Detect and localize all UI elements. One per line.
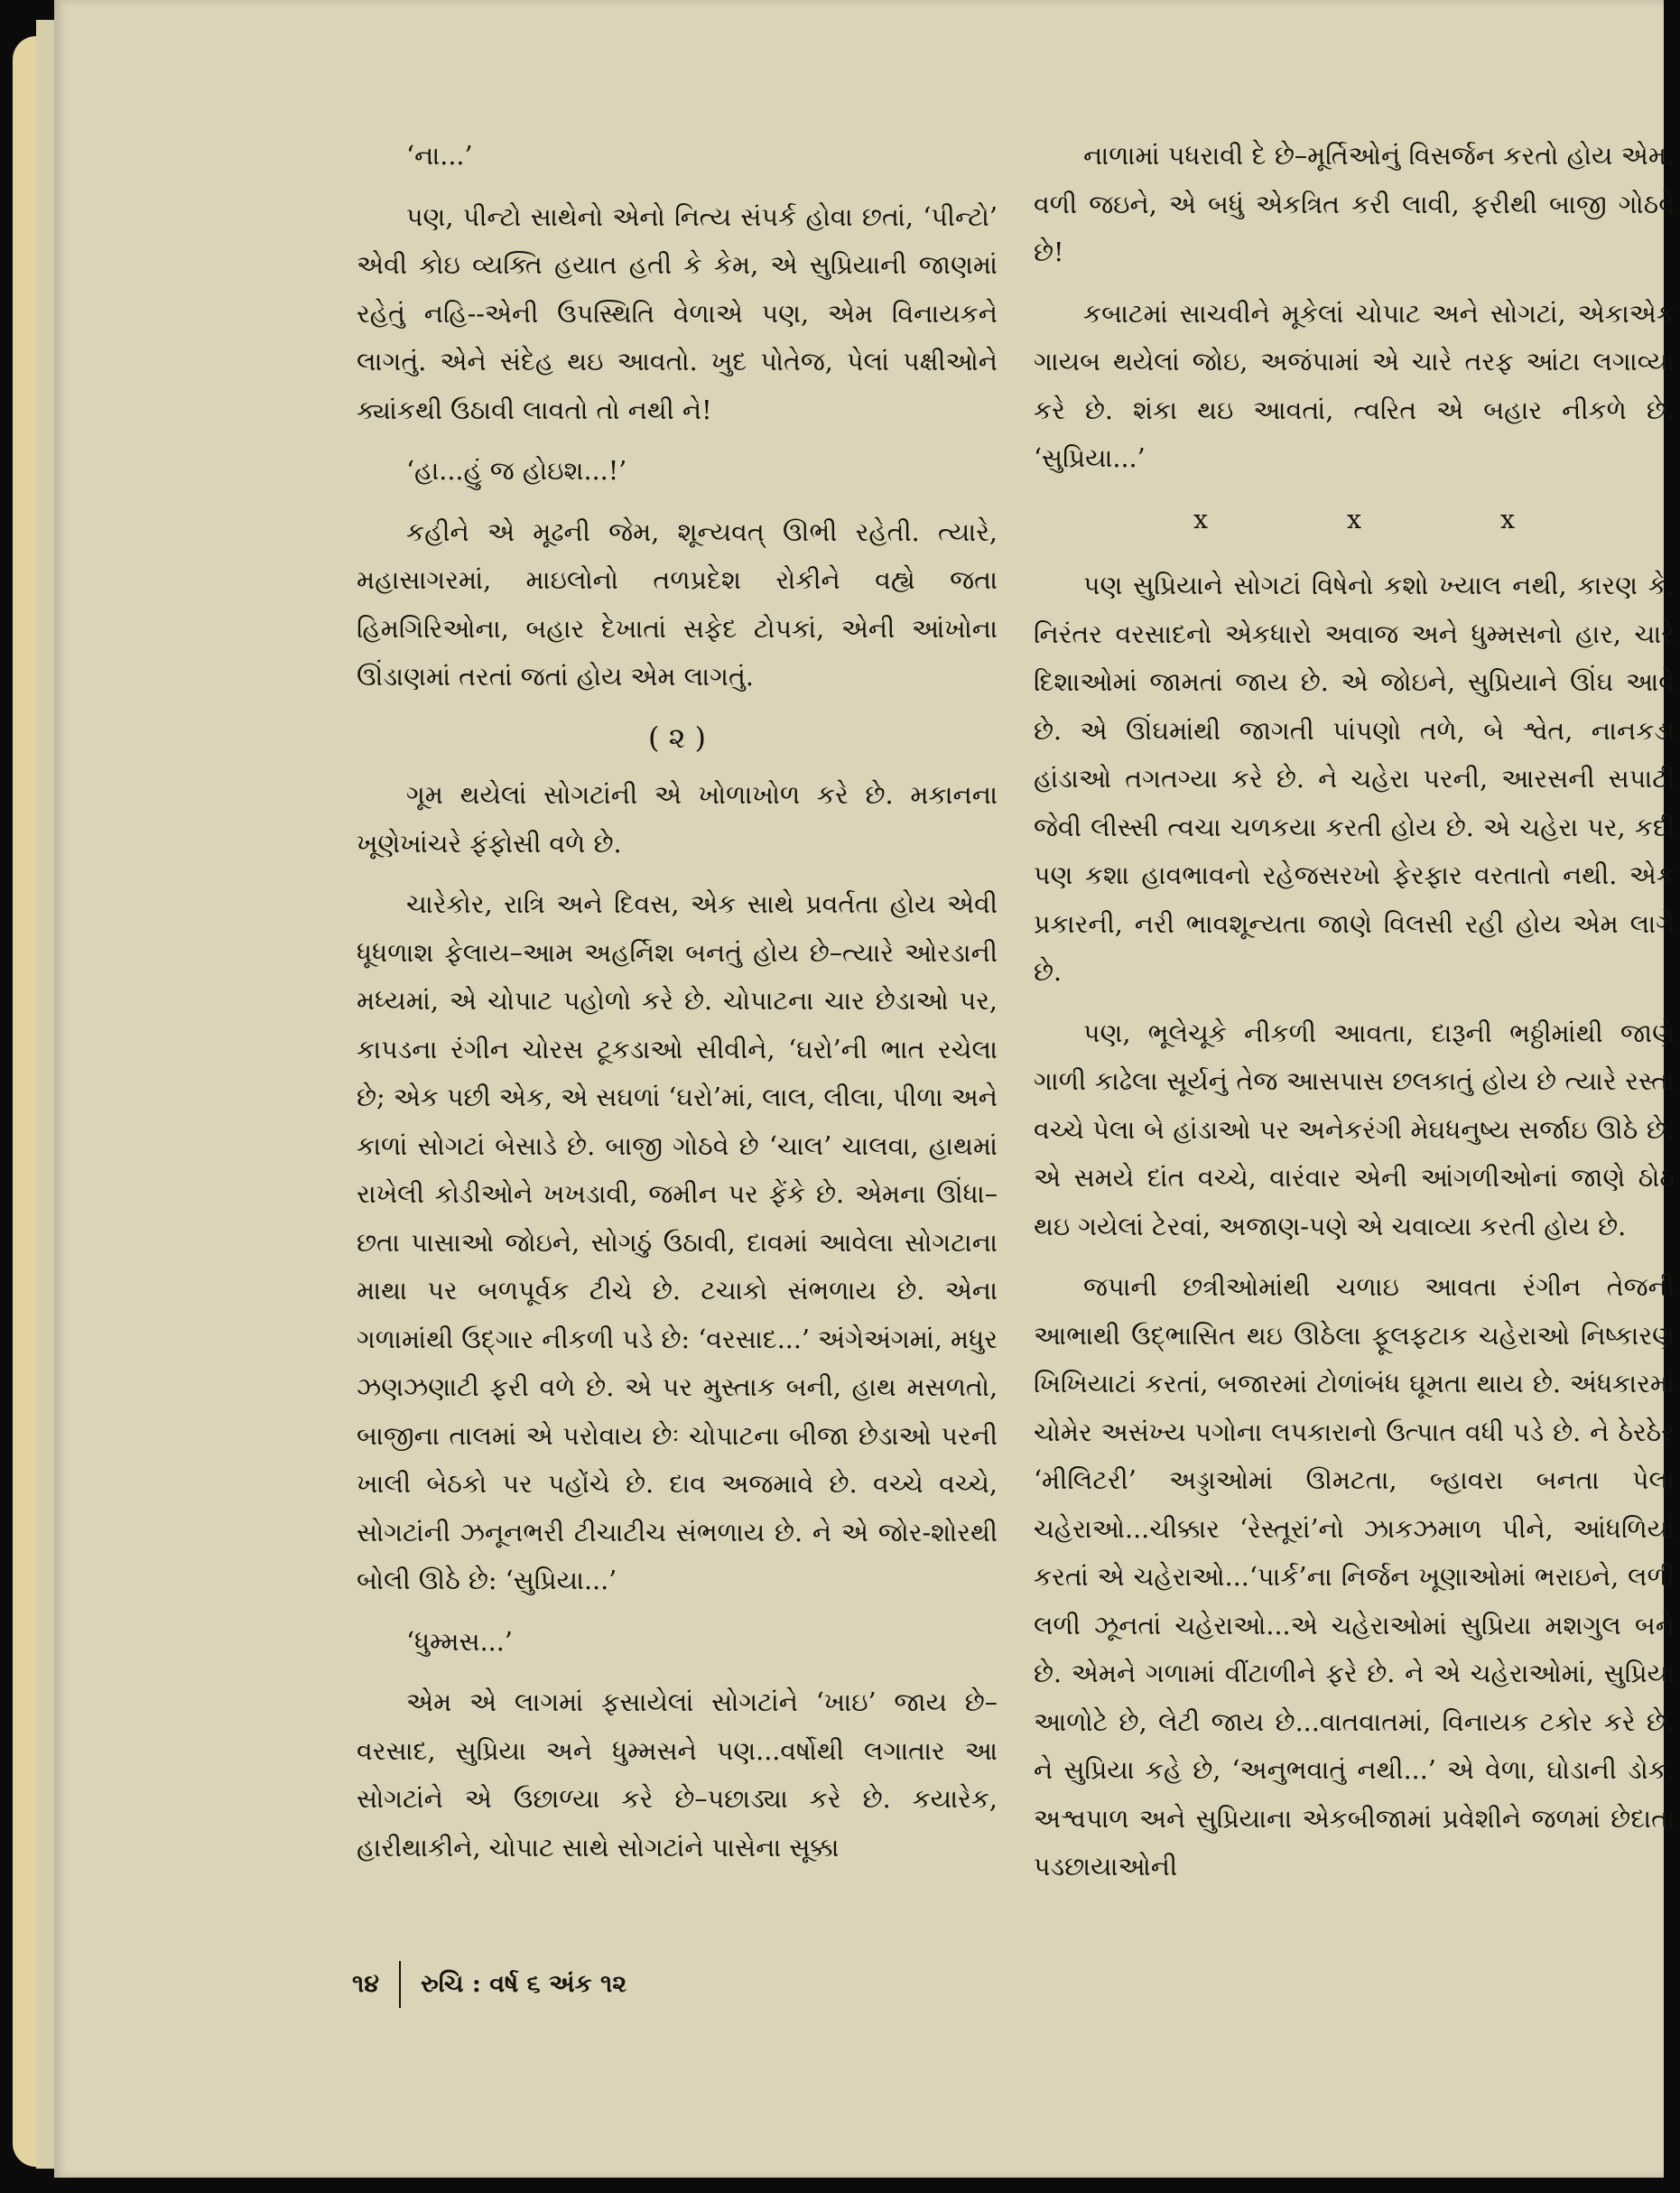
section-separator xyxy=(1034,496,1675,544)
magazine-page xyxy=(54,0,1675,2178)
section-number: ( ૨ ) xyxy=(647,720,707,755)
page-number: ૧૪ xyxy=(352,1970,379,1998)
separator-mark: x xyxy=(1193,504,1209,534)
paragraph: પણ, પીન્ટો સાથેનો એનો નિત્ય સંપર્ક હોવા છતાં, ‘પીન્ટો’ એવી કોઇ વ્યક્તિ હયાત હતી કે કેમ, એ સુપ્રિયાની જાણમાં રહેતું નહિ--એની ઉપસ્થિતિ વેળાએ પણ, એમ વિનાયકને લાગતું. એને સંદેહ થઇ આવતો. ખુદ પોતેજ, પેલાં પક્ષીઓને ક્યાંકથી ઉઠાવી લાવતો તો નથી ને! xyxy=(357,201,998,425)
separator-mark: x xyxy=(1499,504,1516,534)
paragraph: નાળામાં પધરાવી દે છે–મૂર્તિઓનું વિસર્જન કરતો હોય એમ. વળી જઇને, એ બધું એકત્રિત કરી લાવી, ફરીથી બાજી ગોઠવે છે! xyxy=(1034,141,1675,267)
right-column xyxy=(1034,132,1675,1904)
paragraph: જપાની છત્રીઓમાંથી ચળાઇ આવતા રંગીન તેજની આભાથી ઉદ્ભાસિત થઇ ઊઠેલા ફૂલફટાક ચહેરાઓ નિષ્કારણ ખિખિયાટાં કરતાં, બજારમાં ટોળાંબંધ ઘૂમતા થાય છે. અંધકારમાં ચોમેર અસંખ્ય પગોના લપકારાનો ઉત્પાત વધી પડે છે. ને ઠેરઠેર ‘મીલિટરી’ અડ્ડાઓમાં ઊમટતા, બ્હાવરા બનતા પેલા ચહેરાઓ...ચીક્કાર ‘રેસ્તૂરાં’નો ઝાકઝમાળ પીને, આંધળિયાં કરતાં એ ચહેરાઓ...‘પાર્ક’ના નિર્જન ખૂણાઓમાં ભરાઇને, લળી લળી ઝૂનતાં ચહેરાઓ...એ ચહેરાઓમાં સુપ્રિયા મશગુલ બને છે. એમને ગળામાં વીંટાળીને ફરે છે. ને એ ચહેરાઓમાં, સુપ્રિયા આળોટે છે, લેટી જાય છે...વાતવાતમાં, વિનાયક ટકોર કરે છે. ને સુપ્રિયા કહે છે, ‘અનુભવાતું નથી...’ એ વેળા, ઘોડાની ડોક, અશ્વપાળ અને સુપ્રિયાના એકબીજામાં પ્રવેશીને જળમાં છેદાતા પડછાયાઓની xyxy=(1034,1272,1675,1882)
paragraph: પણ, ભૂલેચૂકે નીકળી આવતા, દારૂની ભઠ્ઠીમાંથી જાણે ગાળી કાઢેલા સૂર્યનું તેજ આસપાસ છલકાતું હોય છે ત્યારે રસ્તા વચ્ચે પેલા બે હાંડાઓ પર અનેકરંગી મેઘધનુષ્ય સર્જાઇ ઊઠે છે. એ સમયે દાંત વચ્ચે, વારંવાર એની આંગળીઓનાં જાણે ઠોઠ થઇ ગયેલાં ટેરવાં, અજાણ-પણે એ ચવાવ્યા કરતી હોય છે. xyxy=(1034,1018,1675,1241)
journal-issue: રુચિ : વર્ષ ૬ અંક ૧૨ xyxy=(420,1970,627,1998)
left-column xyxy=(357,132,998,1884)
paragraph: પણ સુપ્રિયાને સોગટાં વિષેનો કશો ખ્યાલ નથી, કારણ કે, નિરંતર વરસાદનો એકધારો અવાજ અને ધુમ્મસનો હાર, ચારે દિશાઓમાં જામતાં જાય છે. એ જોઇને, સુપ્રિયાને ઊંઘ આવે છે. એ ઊંઘમાંથી જાગતી પાંપણો તળે, બે શ્વેત, નાનકડા હાંડાઓ તગતગ્યા કરે છે. ને ચહેરા પરની, આરસની સપાટી જેવી લીસ્સી ત્વચા ચળકયા કરતી હોય છે. એ ચહેરા પર, કદી પણ કશા હાવભાવનો રહેજસરખો ફેરફાર વરતાતો નથી. એક પ્રકારની, નરી ભાવશૂન્યતા જાણે વિલસી રહી હોય એમ લાગે છે. xyxy=(1034,571,1675,987)
footer-divider xyxy=(399,1961,401,2008)
paragraph: ‘હા...હું જ હોઇશ...!’ xyxy=(406,456,627,486)
paragraph: ‘ધુમ્મસ...’ xyxy=(406,1626,513,1657)
paragraph: ગૂમ થયેલાં સોગટાંની એ ખોળાખોળ કરે છે. મકાનના ખૂણેખાંચરે ફંફોસી વળે છે. xyxy=(357,780,998,859)
paragraph: ચારેકોર, રાત્રિ અને દિવસ, એક સાથે પ્રવર્તતા હોય એવી ધૂધળાશ ફેલાય–આમ અહર્નિશ બનતું હોય છે–ત્યારે ઓરડાની મધ્યમાં, એ ચોપાટ પહોળો કરે છે. ચોપાટના ચાર છેડાઓ પર, કાપડના રંગીન ચોરસ ટૂકડાઓ સીવીને, ‘ઘરો’ની ભાત રચેલા છે; એક પછી એક, એ સઘળાં ‘ઘરો’માં, લાલ, લીલા, પીળા અને કાળાં સોગટાં બેસાડે છે. બાજી ગોઠવે છે ‘ચાલ’ ચાલવા, હાથમાં રાખેલી કોડીઓને ખખડાવી, જમીન પર ફેંકે છે. એમના ઊંધા–છતા પાસાઓ જોઇને, સોગઠું ઉઠાવી, દાવમાં આવેલા સોગટાના માથા પર બળપૂર્વક ટીચે છે. ટચાકો સંભળાય છે. એના ગળામાંથી ઉદ્ગાર નીકળી પડે છે: ‘વરસાદ...’ અંગેઅંગમાં, મધુર ઝણઝણાટી ફરી વળે છે. એ પર મુસ્તાક બની, હાથ મસળતો, બાજીના તાલમાં એ પરોવાય છેઃ ચોપાટના બીજા છેડાઓ પરની ખાલી બેઠકો પર પહોંચે છે. દાવ અજમાવે છે. વચ્ચે વચ્ચે, સોગટાંની ઝનૂનભરી ટીચાટીચ સંભળાય છે. ને એ જોર-શોરથી બોલી ઊઠે છે: ‘સુપ્રિયા...’ xyxy=(357,889,998,1595)
paragraph: કહીને એ મૂઢની જેમ, શૂન્યવત્ ઊભી રહેતી. ત્યારે, મહાસાગરમાં, માઇલોનો તળપ્રદેશ રોકીને વહ્યે જતા હિમગિરિઓના, બહાર દેખાતાં સફેદ ટોપકાં, એની આંખોના ઊંડાણમાં તરતાં જતાં હોય એમ લાગતું. xyxy=(357,516,998,692)
paragraph: ‘ના...’ xyxy=(406,141,473,171)
paragraph: એમ એ લાગમાં ફસાયેલાં સોગટાંને ‘ખાઇ’ જાય છે–વરસાદ, સુપ્રિયા અને ધુમ્મસને પણ...વર્ષોથી લગાતાર આ સોગટાંને એ ઉછાળ્યા કરે છે–પછાડ્યા કરે છે. કયારેક, હારીથાકીને, ચોપાટ સાથે સોગટાંને પાસેના સૂક્કા xyxy=(357,1687,998,1863)
paragraph: કબાટમાં સાચવીને મૂકેલાં ચોપાટ અને સોગટાં, એકાએક ગાયબ થયેલાં જોઇ, અજંપામાં એ ચારે તરફ આંટા લગાવ્યા કરે છે. શંકા થઇ આવતાં, ત્વરિત એ બહાર નીકળે છે. ‘સુપ્રિયા...’ xyxy=(1034,298,1675,473)
separator-mark: x xyxy=(1346,504,1362,534)
page-footer xyxy=(352,1961,627,2008)
